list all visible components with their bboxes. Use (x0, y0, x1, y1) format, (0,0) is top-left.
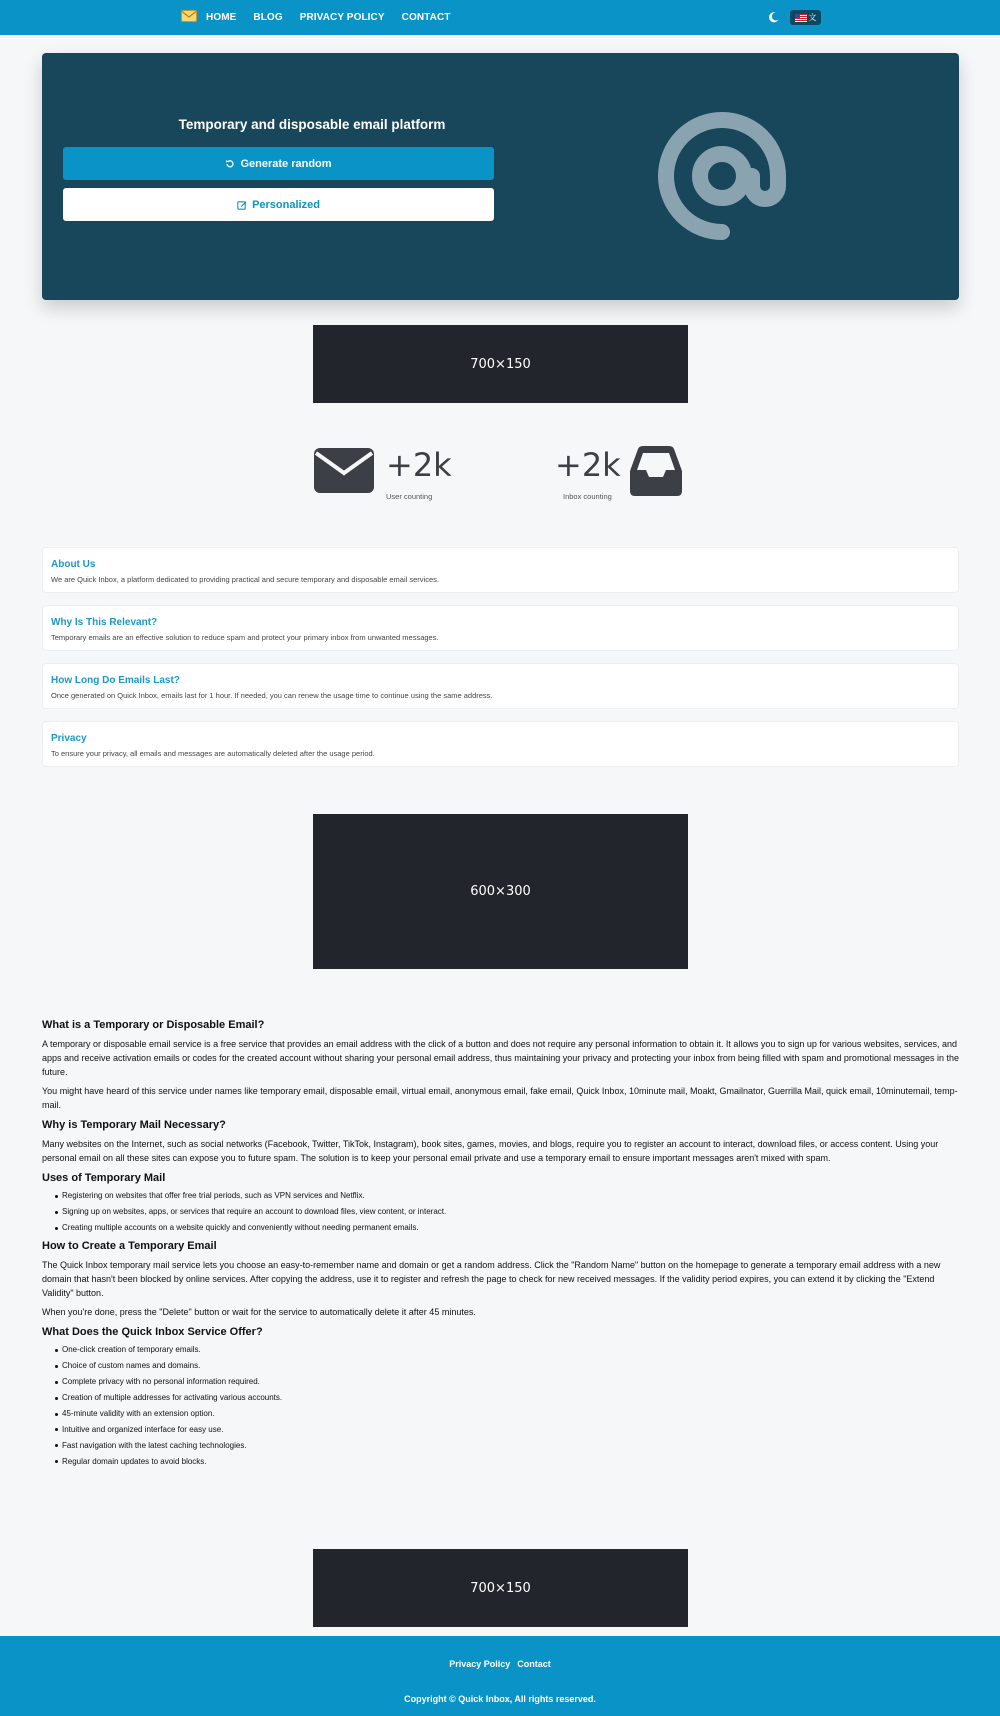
list-item: Intuitive and organized interface for easy use. (42, 1425, 962, 1435)
article-paragraph: The Quick Inbox temporary mail service lets you choose an easy-to-remember name and domain or get a random address. Click the "Random Name" button on the homepage to generate a temporary email address with a new domain that hasn't been blocked by online services. After copying the address, use it to register and refresh the page to check for new received messages. If the validity period expires, you can extend it by clicking the "Extend Validity" button. (42, 1260, 941, 1299)
uses-list (42, 1191, 962, 1233)
list-item: One-click creation of temporary emails. (42, 1345, 962, 1355)
edit-pencil-icon (237, 200, 247, 210)
hero-title: Temporary and disposable email platform (178, 117, 446, 132)
list-item: Complete privacy with no personal information required. (42, 1377, 962, 1387)
info-card-duration (42, 663, 959, 709)
ad-banner-middle[interactable]: 600×300 (313, 814, 688, 969)
article-paragraph: When you're done, press the "Delete" button or wait for the service to automatically delete it after 45 minutes. (42, 1307, 476, 1318)
nav-home-link[interactable]: HOME (206, 12, 237, 23)
inbox-count-value: +2k (555, 446, 621, 484)
copyright-text: Copyright © Quick Inbox, All rights reserved. (404, 1694, 596, 1704)
card-title: How Long Do Emails Last? (51, 675, 180, 686)
list-item: Choice of custom names and domains. (42, 1361, 962, 1371)
us-flag-icon (795, 14, 807, 22)
hero-panel (42, 53, 959, 300)
nav-contact-link[interactable]: CONTACT (401, 12, 451, 23)
refresh-icon (225, 159, 235, 169)
list-item: 45-minute validity with an extension option. (42, 1409, 962, 1419)
at-sign-icon (654, 108, 790, 244)
generate-random-label: Generate random (240, 157, 332, 170)
top-navbar (0, 0, 1000, 35)
info-card-about (42, 547, 959, 593)
translate-icon: 文 (808, 13, 817, 22)
inbox-tray-stat-icon (626, 445, 686, 497)
article-heading: What is a Temporary or Disposable Email? (42, 1019, 265, 1031)
personalized-button[interactable] (63, 188, 494, 221)
site-footer (0, 1636, 1000, 1716)
article-paragraph: A temporary or disposable email service is a free service that provides an email address with the click of a button and does not require any personal information to obtain it. It allows you to sign up for various websites, services, and apps and receive activation emails or codes for the created account without sharing your personal email address, thus maintaining your privacy and protecting your inbox from being filled with spam and promotional messages in the future. (42, 1039, 959, 1078)
card-title: Privacy (51, 733, 87, 744)
article-heading: Why is Temporary Mail Necessary? (42, 1118, 226, 1131)
personalized-label: Personalized (252, 198, 320, 211)
generate-random-button[interactable] (63, 147, 494, 180)
footer-contact-link[interactable]: Contact (517, 1659, 551, 1669)
main-nav (206, 0, 450, 35)
footer-links (0, 1659, 1000, 1669)
seo-article (42, 1018, 962, 1473)
dark-mode-moon-icon[interactable] (767, 11, 780, 24)
card-title: About Us (51, 559, 96, 570)
card-text: We are Quick Inbox, a platform dedicated to providing practical and secure temporary and disposable email services. (51, 575, 439, 584)
article-heading: What Does the Quick Inbox Service Offer? (42, 1326, 263, 1339)
info-card-relevance (42, 605, 959, 651)
envelope-logo-icon[interactable] (181, 10, 197, 22)
article-heading: How to Create a Temporary Email (42, 1240, 217, 1253)
ad-banner-bottom[interactable]: 700×150 (313, 1549, 688, 1627)
card-title: Why Is This Relevant? (51, 617, 158, 628)
list-item: Creation of multiple addresses for activating various accounts. (42, 1393, 962, 1403)
list-item: Registering on websites that offer free trial periods, such as VPN services and Netflix. (42, 1191, 962, 1201)
footer-privacy-link[interactable]: Privacy Policy (449, 1659, 511, 1669)
language-selector-button[interactable] (790, 10, 821, 25)
nav-privacy-link[interactable]: PRIVACY POLICY (299, 12, 385, 23)
info-card-privacy (42, 721, 959, 767)
user-count-value: +2k (386, 446, 452, 484)
card-text: To ensure your privacy, all emails and messages are automatically deleted after the usage period. (51, 749, 375, 758)
user-count-label: User counting (386, 492, 433, 501)
article-heading: Uses of Temporary Mail (42, 1172, 166, 1185)
list-item: Signing up on websites, apps, or services that require an account to download files, view content, or interact. (42, 1207, 962, 1217)
inbox-count-label: Inbox counting (563, 492, 612, 501)
article-paragraph: Many websites on the Internet, such as social networks (Facebook, Twitter, TikTok, Instagram), book sites, games, movies, and blogs, require you to register an account to interact, download files, or access content. Using your personal email on all these sites can expose you to future spam. The solution is to keep your personal email private and use a temporary email to ensure important messages aren't mixed with spam. (42, 1139, 939, 1164)
nav-blog-link[interactable]: BLOG (253, 12, 283, 23)
card-text: Once generated on Quick Inbox, emails last for 1 hour. If needed, you can renew the usage time to continue using the same address. (51, 691, 493, 700)
card-text: Temporary emails are an effective solution to reduce spam and protect your primary inbox from unwanted messages. (51, 633, 439, 642)
article-paragraph: You might have heard of this service under names like temporary email, disposable email, virtual email, anonymous email, fake email, Quick Inbox, 10minute mail, Moakt, Gmailnator, Guerrilla Mail, quick email, 10minutemail, temp-mail. (42, 1086, 958, 1111)
list-item: Creating multiple accounts on a website quickly and conveniently without needing permanent emails. (42, 1223, 962, 1233)
list-item: Fast navigation with the latest caching technologies. (42, 1441, 962, 1451)
list-item: Regular domain updates to avoid blocks. (42, 1457, 962, 1467)
envelope-stat-icon (314, 448, 374, 493)
offers-list (42, 1345, 962, 1467)
ad-banner-top[interactable]: 700×150 (313, 325, 688, 403)
